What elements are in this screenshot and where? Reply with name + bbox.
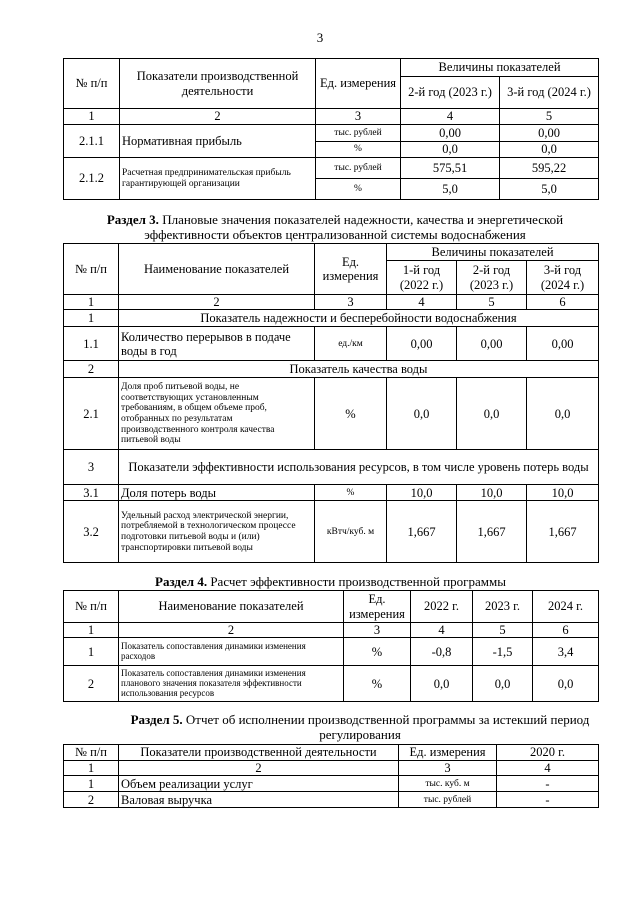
index-cell: 4 <box>497 761 599 776</box>
header-indicator: Показатели производственной деятельности <box>120 59 316 109</box>
table-section5 <box>63 744 599 808</box>
header-values: Величины показателей <box>387 244 599 261</box>
section5-label: Раздел 5. <box>130 712 183 727</box>
row-unit: % <box>315 378 387 450</box>
section5-title <box>100 712 620 742</box>
header-unit: Ед. измерения <box>399 745 497 761</box>
header-year1: 2022 г. <box>411 591 473 623</box>
header-unit: Ед. измерения <box>344 591 411 623</box>
row-num: 1.1 <box>64 327 119 361</box>
group-title: Показатель качества воды <box>119 361 599 378</box>
row-name: Расчетная предпринимательская прибыль гарантирующей организации <box>120 158 316 200</box>
row-unit: тыс. рублей <box>316 125 401 142</box>
index-cell: 3 <box>399 761 497 776</box>
index-cell: 4 <box>411 623 473 638</box>
group-title: Показатели эффективности использования ресурсов, в том числе уровень потерь воды <box>119 450 599 485</box>
index-cell: 5 <box>500 109 599 125</box>
row-num: 2 <box>64 792 119 808</box>
header-year: 2020 г. <box>497 745 599 761</box>
row-num: 1 <box>64 638 119 666</box>
row-value: 0,00 <box>527 327 599 361</box>
index-cell: 6 <box>533 623 599 638</box>
header-year1: 1-й год (2022 г.) <box>387 261 457 295</box>
row-name: Доля проб питьевой воды, не соответствующих установленным требованиям, в общем объеме проб, отобранных по результатам производственного контроля качества питьевой воды <box>119 378 315 450</box>
row-value: 3,4 <box>533 638 599 666</box>
row-name: Объем реализации услуг <box>119 776 399 792</box>
group-num: 3 <box>64 450 119 485</box>
row-num: 3.2 <box>64 501 119 563</box>
header-year3: 3-й год (2024 г.) <box>500 77 599 109</box>
row-value: 0,00 <box>500 125 599 142</box>
header-num: № п/п <box>64 745 119 761</box>
row-unit: % <box>316 142 401 158</box>
section5-title-text: Отчет об исполнении производственной программы за истекший период регулирования <box>185 712 590 742</box>
row-value: - <box>497 776 599 792</box>
index-cell: 1 <box>64 761 119 776</box>
header-unit: Ед. измерения <box>315 244 387 295</box>
row-value: 0,0 <box>387 378 457 450</box>
table-section3 <box>63 243 599 563</box>
section3-title-text: Плановые значения показателей надежности, качества и энергетической эффективности объектов централизованной системы водоснабжения <box>144 212 564 242</box>
page-number: 3 <box>316 30 324 45</box>
row-value: 0,0 <box>533 666 599 702</box>
header-name: Показатели производственной деятельности <box>119 745 399 761</box>
header-year2: 2023 г. <box>473 591 533 623</box>
section4-title <box>63 574 598 589</box>
header-num: № п/п <box>64 59 120 109</box>
row-value: -1,5 <box>473 638 533 666</box>
row-num: 2.1.1 <box>64 125 120 158</box>
header-year3: 3-й год (2024 г.) <box>527 261 599 295</box>
index-cell: 1 <box>64 109 120 125</box>
row-value: 575,51 <box>401 158 500 179</box>
group-num: 2 <box>64 361 119 378</box>
row-value: 1,667 <box>527 501 599 563</box>
header-num: № п/п <box>64 591 119 623</box>
row-name: Удельный расход электрической энергии, потребляемой в технологическом процессе подготовки питьевой воды и (или) транспортировки питьевой воды <box>119 501 315 563</box>
table-section4 <box>63 590 599 702</box>
row-name: Нормативная прибыль <box>120 125 316 158</box>
row-value: 1,667 <box>387 501 457 563</box>
row-num: 2 <box>64 666 119 702</box>
index-cell: 6 <box>527 295 599 310</box>
row-value: 0,0 <box>500 142 599 158</box>
header-year2: 2-й год (2023 г.) <box>457 261 527 295</box>
row-num: 2.1 <box>64 378 119 450</box>
row-unit: кВтч/куб. м <box>315 501 387 563</box>
row-name: Показатель сопоставления динамики изменения расходов <box>119 638 344 666</box>
section3-title <box>70 212 600 242</box>
index-cell: 3 <box>344 623 411 638</box>
row-unit: % <box>344 666 411 702</box>
index-cell: 3 <box>316 109 401 125</box>
row-value: 0,0 <box>473 666 533 702</box>
index-cell: 2 <box>119 295 315 310</box>
section3-label: Раздел 3. <box>106 212 159 227</box>
index-cell: 2 <box>120 109 316 125</box>
row-unit: % <box>316 179 401 200</box>
header-year2: 2-й год (2023 г.) <box>401 77 500 109</box>
row-num: 3.1 <box>64 485 119 501</box>
row-unit: % <box>344 638 411 666</box>
row-name: Валовая выручка <box>119 792 399 808</box>
header-unit: Ед. измерения <box>316 59 401 109</box>
group-title: Показатель надежности и бесперебойности водоснабжения <box>119 310 599 327</box>
row-value: - <box>497 792 599 808</box>
index-cell: 3 <box>315 295 387 310</box>
row-unit: ед./км <box>315 327 387 361</box>
row-unit: % <box>315 485 387 501</box>
row-value: 0,0 <box>411 666 473 702</box>
header-num: № п/п <box>64 244 119 295</box>
header-values: Величины показателей <box>401 59 599 77</box>
row-name: Показатель сопоставления динамики изменения планового значения показателя эффективности использования ресурсов <box>119 666 344 702</box>
row-num: 1 <box>64 776 119 792</box>
row-value: 0,00 <box>401 125 500 142</box>
row-value: 5,0 <box>401 179 500 200</box>
section4-label: Раздел 4. <box>155 574 208 589</box>
index-cell: 4 <box>387 295 457 310</box>
row-value: 0,0 <box>457 378 527 450</box>
index-cell: 2 <box>119 623 344 638</box>
row-name: Доля потерь воды <box>119 485 315 501</box>
table-production-indicators <box>63 58 599 200</box>
header-name: Наименование показателей <box>119 244 315 295</box>
row-num: 2.1.2 <box>64 158 120 200</box>
group-num: 1 <box>64 310 119 327</box>
index-cell: 4 <box>401 109 500 125</box>
row-unit: тыс. рублей <box>399 792 497 808</box>
row-value: 10,0 <box>387 485 457 501</box>
row-value: 595,22 <box>500 158 599 179</box>
row-value: 0,0 <box>527 378 599 450</box>
row-value: 10,0 <box>527 485 599 501</box>
row-value: 0,00 <box>387 327 457 361</box>
header-year3: 2024 г. <box>533 591 599 623</box>
index-cell: 5 <box>457 295 527 310</box>
row-unit: тыс. рублей <box>316 158 401 179</box>
row-value: -0,8 <box>411 638 473 666</box>
section4-title-text: Расчет эффективности производственной программы <box>210 574 506 589</box>
index-cell: 5 <box>473 623 533 638</box>
header-name: Наименование показателей <box>119 591 344 623</box>
index-cell: 1 <box>64 295 119 310</box>
index-cell: 1 <box>64 623 119 638</box>
row-value: 5,0 <box>500 179 599 200</box>
row-value: 0,0 <box>401 142 500 158</box>
row-value: 10,0 <box>457 485 527 501</box>
index-cell: 2 <box>119 761 399 776</box>
row-value: 1,667 <box>457 501 527 563</box>
row-value: 0,00 <box>457 327 527 361</box>
row-unit: тыс. куб. м <box>399 776 497 792</box>
row-name: Количество перерывов в подаче воды в год <box>119 327 315 361</box>
